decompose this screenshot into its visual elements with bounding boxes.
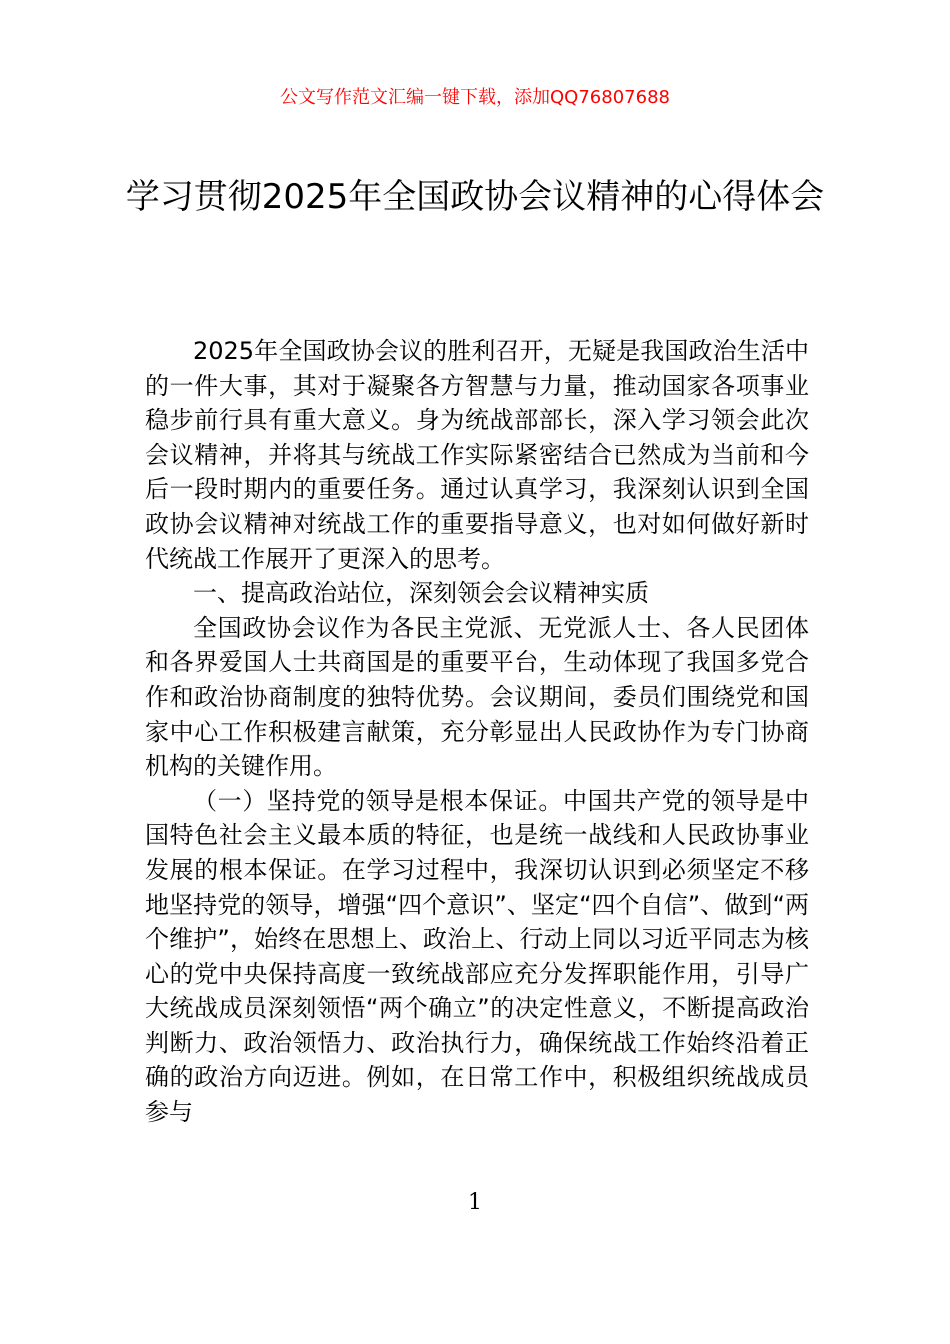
download-banner: 公文写作范文汇编一键下载，添加QQ76807688	[280, 87, 670, 108]
body-paragraph: （一）坚持党的领导是根本保证。中国共产党的领导是中国特色社会主义最本质的特征，也是统一战线和人民政协事业发展的根本保证。在学习过程中，我深切认识到必须坚定不移地坚持党的领导，增强“四个意识”、坚定“四个自信”、做到“两个维护”，始终在思想上、政治上、行动上同以习近平同志为核心的党中央保持高度一致统战部应充分发挥职能作用，引导广大统战成员深刻领悟“两个确立”的决定性意义，不断提高政治判断力、政治领悟力、政治执行力，确保统战工作始终沿着正确的政治方向迈进。例如，在日常工作中，积极组织统战成员参与	[145, 786, 809, 1127]
section-heading: 一、提高政治站位，深刻领会会议精神实质	[193, 579, 649, 608]
body-paragraph: 全国政协会议作为各民主党派、无党派人士、各人民团体和各界爱国人士共商国是的重要平台，生动体现了我国多党合作和政治协商制度的独特优势。会议期间，委员们围绕党和国家中心工作积极建言献策，充分彰显出人民政协作为专门协商机构的关键作用。	[145, 613, 809, 781]
intro-paragraph: 2025年全国政协会议的胜利召开，无疑是我国政治生活中的一件大事，其对于凝聚各方智慧与力量，推动国家各项事业稳步前行具有重大意义。身为统战部部长，深入学习领会此次会议精神，并将其与统战工作实际紧密结合已然成为当前和今后一段时期内的重要任务。通过认真学习，我深刻认识到全国政协会议精神对统战工作的重要指导意义，也对如何做好新时代统战工作展开了更深入的思考。	[145, 337, 809, 573]
page-number: 1	[468, 1190, 482, 1215]
document-body	[145, 334, 809, 1130]
document-title: 学习贯彻2025年全国政协会议精神的心得体会	[125, 177, 825, 217]
